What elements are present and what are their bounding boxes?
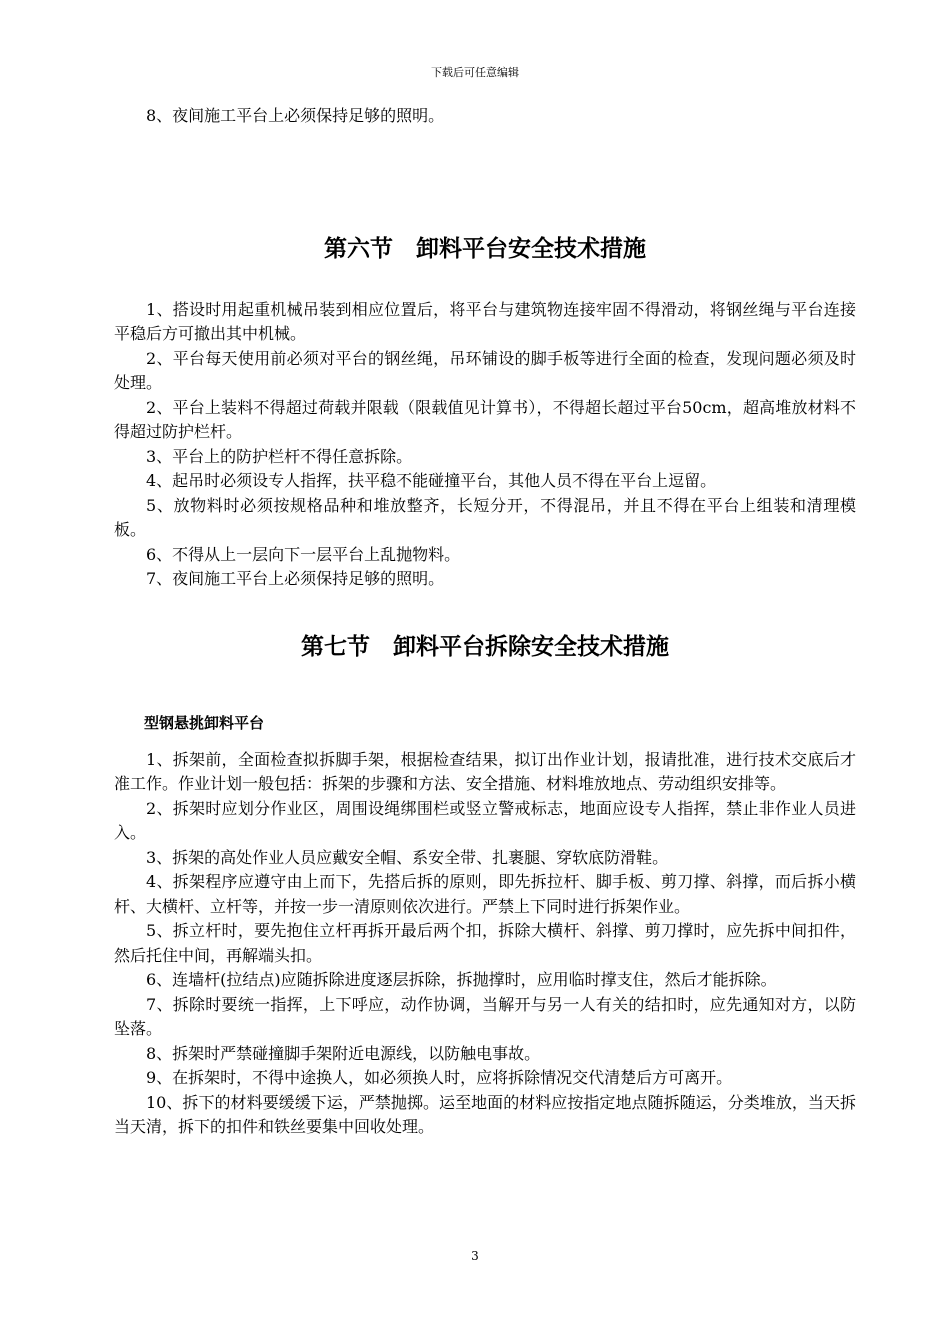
paragraph: 4、起吊时必须设专人指挥，扶平稳不能碰撞平台，其他人员不得在平台上逗留。 xyxy=(146,471,717,490)
paragraph: 1、搭设时用起重机械吊装到相应位置后，将平台与建筑物连接牢固不得滑动，将钢丝绳与平台连接平稳后方可撤出其中机械。 xyxy=(114,299,856,343)
paragraph: 9、在拆架时，不得中途换人，如必须换人时，应将拆除情况交代清楚后方可离开。 xyxy=(146,1068,733,1087)
paragraph: 5、拆立杆时，要先抱住立杆再拆开最后两个扣，拆除大横杆、斜撑、剪刀撑时，应先拆中间扣件，然后托住中间，再解端头扣。 xyxy=(114,921,856,965)
section-title-6: 第六节 卸料平台安全技术措施 xyxy=(324,235,646,262)
page-header: 下载后可任意编辑 xyxy=(431,66,519,79)
paragraph: 10、拆下的材料要缓缓下运，严禁抛掷。运至地面的材料应按指定地点随拆随运，分类堆放，当天拆当天清，拆下的扣件和铁丝要集中回收处理。 xyxy=(114,1092,856,1136)
paragraph: 5、放物料时必须按规格品种和堆放整齐，长短分开，不得混吊，并且不得在平台上组装和清理模板。 xyxy=(114,495,856,539)
paragraph: 3、拆架的高处作业人员应戴安全帽、系安全带、扎裹腿、穿软底防滑鞋。 xyxy=(146,847,669,867)
section-title-7: 第七节 卸料平台拆除安全技术措施 xyxy=(301,633,669,660)
paragraph: 2、平台上装料不得超过荷载并限载（限载值见计算书），不得超长超过平台50cm，超高堆放材料不得超过防护栏杆。 xyxy=(114,397,856,441)
paragraph: 8、拆架时严禁碰撞脚手架附近电源线，以防触电事故。 xyxy=(146,1043,541,1063)
paragraph: 2、拆架时应划分作业区，周围设绳绑围栏或竖立警戒标志，地面应设专人指挥，禁止非作业人员进入。 xyxy=(114,798,856,842)
document-body xyxy=(114,104,856,1140)
paragraph: 7、拆除时要统一指挥，上下呼应，动作协调，当解开与另一人有关的结扣时，应先通知对方，以防坠落。 xyxy=(114,994,856,1038)
paragraph: 2、平台每天使用前必须对平台的钢丝绳，吊环铺设的脚手板等进行全面的检查，发现问题必须及时处理。 xyxy=(114,348,856,392)
subheading: 型钢悬挑卸料平台 xyxy=(144,713,265,732)
page-number: 3 xyxy=(471,1249,479,1263)
paragraph: 7、夜间施工平台上必须保持足够的照明。 xyxy=(146,569,445,588)
paragraph: 8、夜间施工平台上必须保持足够的照明。 xyxy=(146,106,445,125)
paragraph: 6、不得从上一层向下一层平台上乱抛物料。 xyxy=(146,544,461,564)
paragraph: 3、平台上的防护栏杆不得任意拆除。 xyxy=(146,446,413,466)
paragraph: 1、拆架前，全面检查拟拆脚手架，根据检查结果，拟订出作业计划，报请批准，进行技术交底后才准工作。作业计划一般包括：拆架的步骤和方法、安全措施、材料堆放地点、劳动组织安排等。 xyxy=(114,749,856,793)
paragraph: 4、拆架程序应遵守由上而下，先搭后拆的原则，即先拆拉杆、脚手板、剪刀撑、斜撑，而后拆小横杆、大横杆、立杆等，并按一步一清原则依次进行。严禁上下同时进行拆架作业。 xyxy=(114,872,856,916)
paragraph: 6、连墙杆(拉结点)应随拆除进度逐层拆除，拆抛撑时，应用临时撑支住，然后才能拆除。 xyxy=(146,970,777,989)
